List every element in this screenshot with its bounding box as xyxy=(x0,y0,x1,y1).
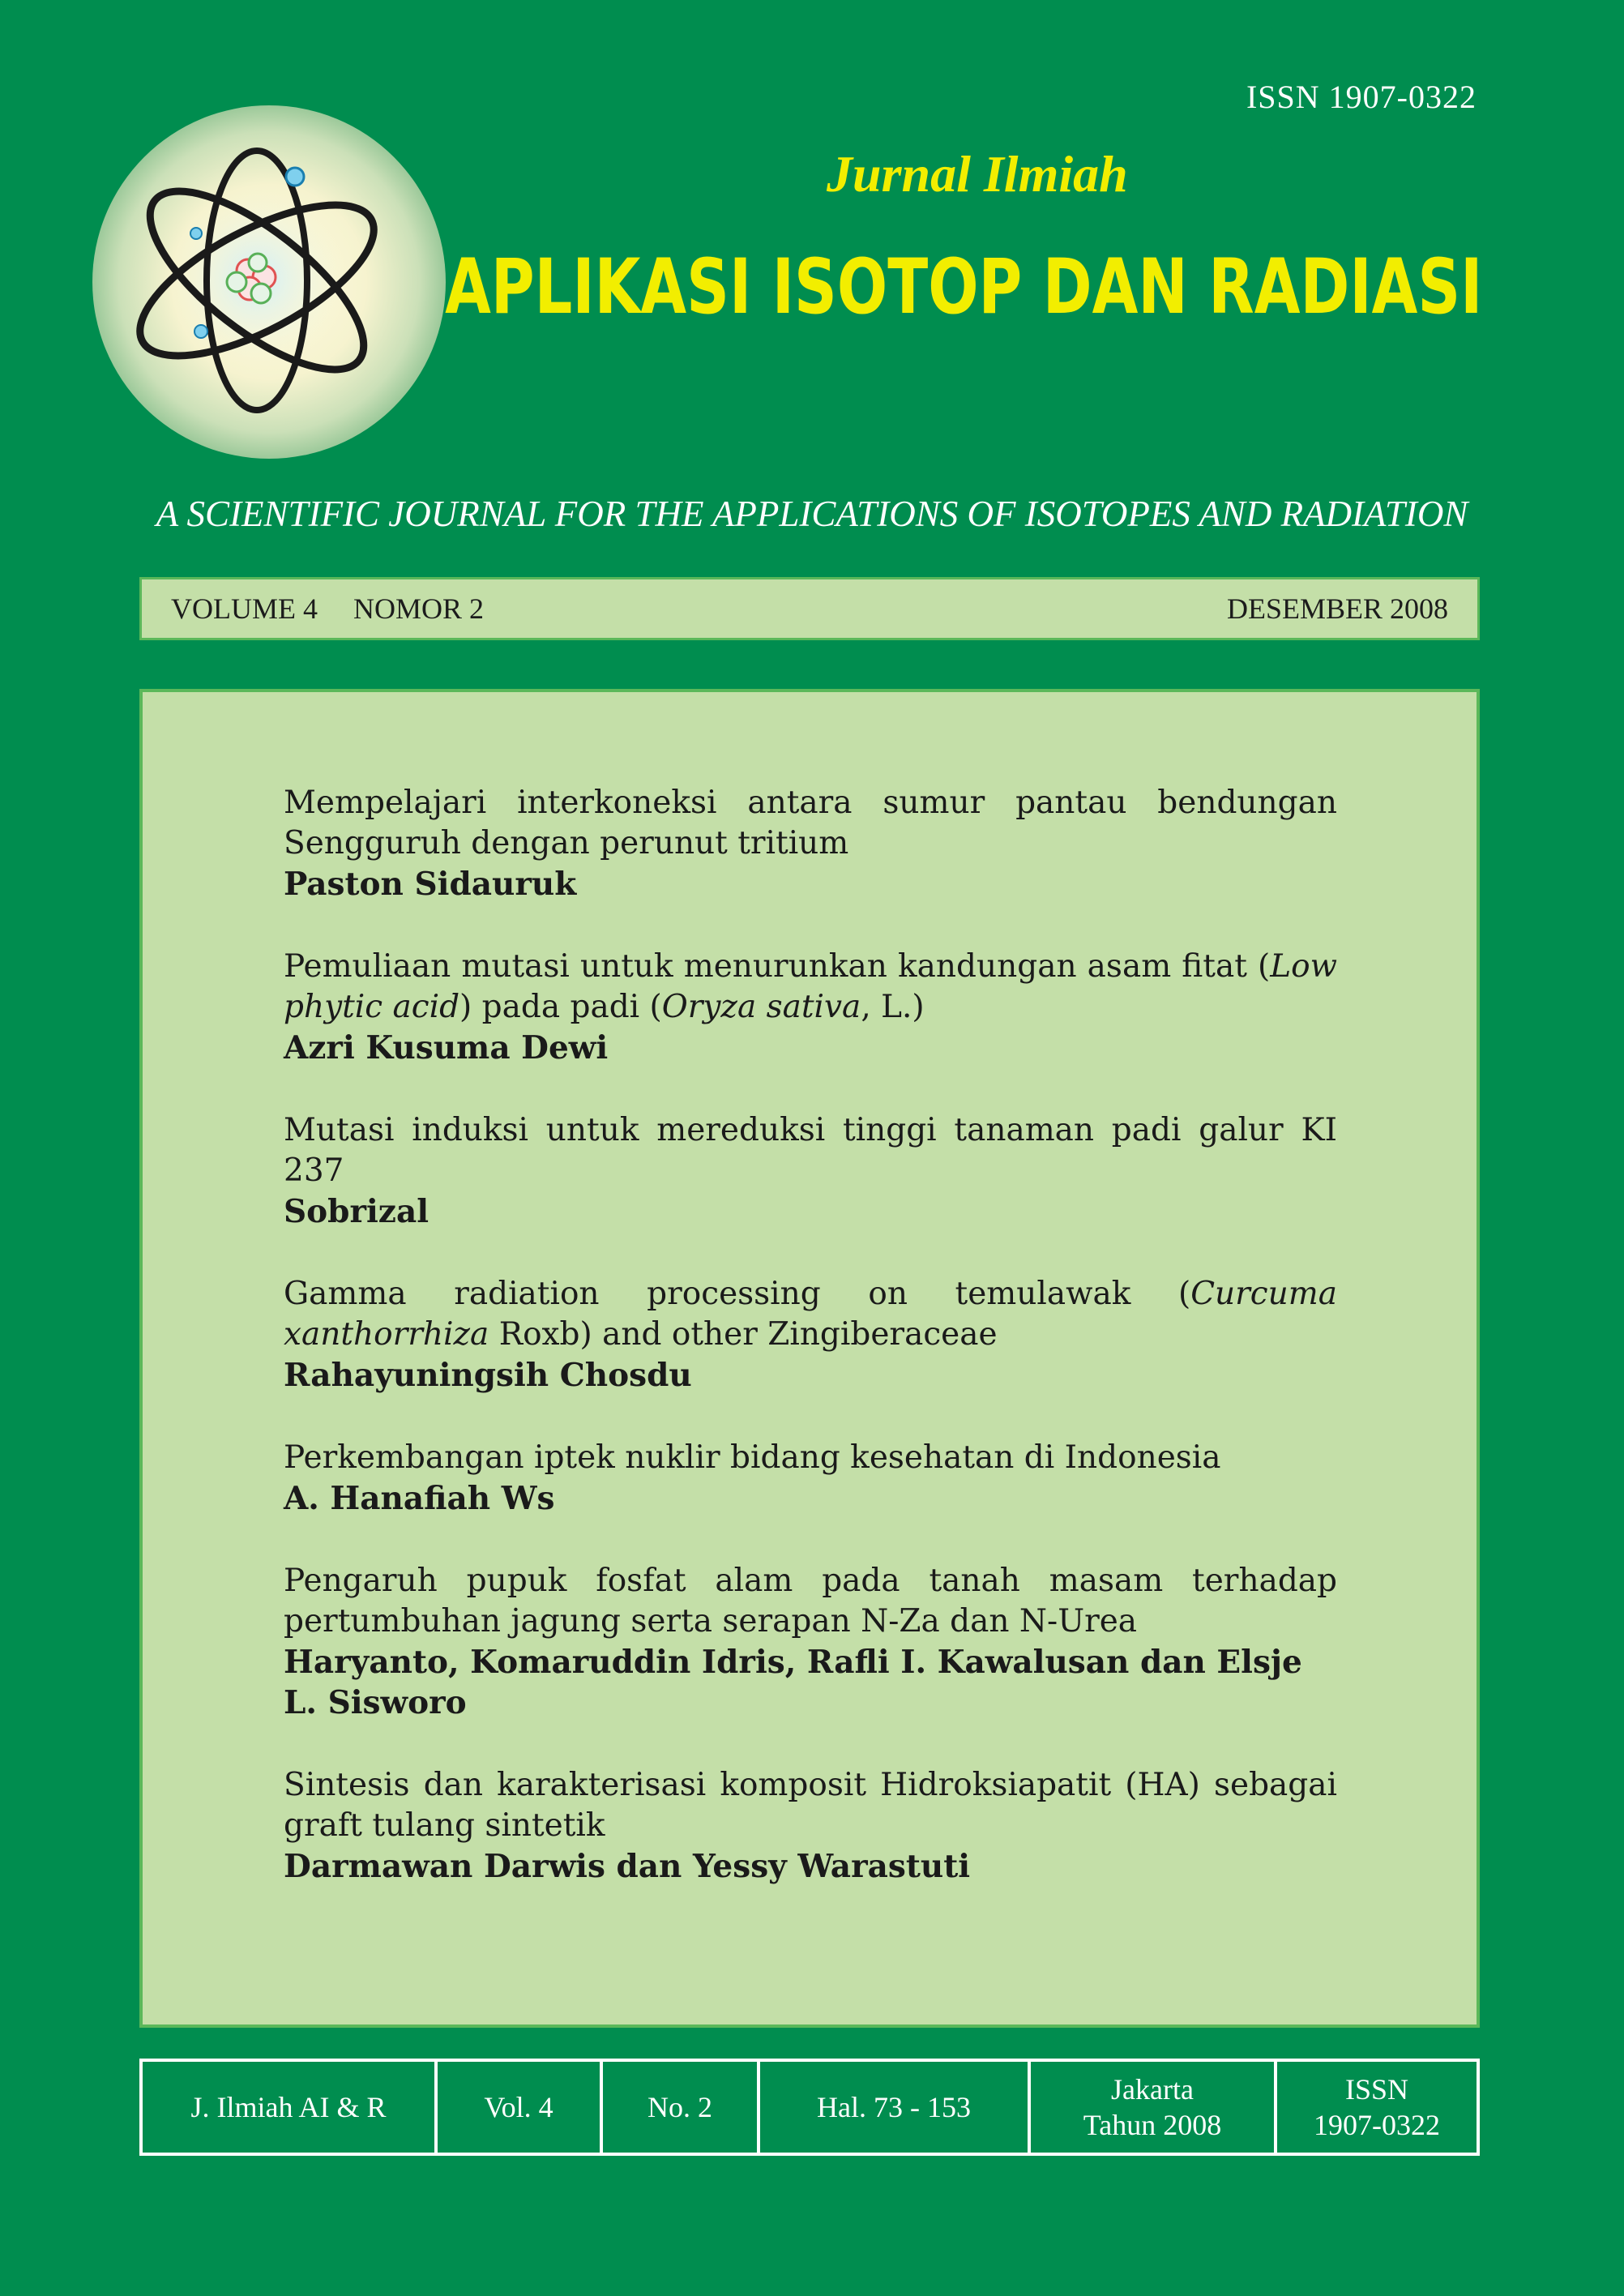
article-author: Paston Sidauruk xyxy=(284,866,577,903)
journal-title: APLIKASI ISOTOP DAN RADIASI xyxy=(444,243,1482,331)
article-3 xyxy=(284,1110,1337,1232)
citation-footer xyxy=(139,2059,1480,2156)
article-6 xyxy=(284,1561,1337,1723)
article-title: Mempelajari interkoneksi antara sumur pantau bendungan Sengguruh dengan perunut tritium xyxy=(284,785,1337,862)
footer-year: Tahun 2008 xyxy=(1083,2109,1222,2141)
article-title: Pengaruh pupuk fosfat alam pada tanah masam terhadap pertumbuhan jagung serta serapan N-Za dan N-Urea xyxy=(284,1563,1337,1640)
footer-issn-label: ISSN xyxy=(1344,2073,1409,2106)
article-7 xyxy=(284,1765,1337,1887)
article-4 xyxy=(284,1274,1337,1396)
article-title: Perkembangan iptek nuklir bidang kesehatan di Indonesia xyxy=(284,1439,1221,1476)
article-author: Haryanto, Komaruddin Idris, Rafli I. Kawalusan dan Elsje L. Sisworo xyxy=(284,1644,1302,1721)
footer-number: No. 2 xyxy=(601,2060,759,2154)
issue-bar xyxy=(139,577,1480,640)
issue-volume-number xyxy=(171,592,519,626)
journal-subtitle: Jurnal Ilmiah xyxy=(827,145,1128,203)
article-author: A. Hanafiah Ws xyxy=(284,1480,555,1517)
table-of-contents xyxy=(139,689,1480,2028)
footer-issn xyxy=(1276,2060,1478,2154)
article-title: Mutasi induksi untuk mereduksi tinggi tanaman padi galur KI 237 xyxy=(284,1112,1337,1189)
issue-volume: VOLUME 4 xyxy=(171,592,318,625)
article-author: Rahayuningsih Chosdu xyxy=(284,1357,692,1394)
issue-nomor: NOMOR 2 xyxy=(353,592,484,625)
article-author: Darmawan Darwis dan Yessy Warastuti xyxy=(284,1848,971,1885)
footer-journal: J. Ilmiah AI & R xyxy=(141,2060,436,2154)
footer-pages: Hal. 73 - 153 xyxy=(759,2060,1029,2154)
issue-date: DESEMBER 2008 xyxy=(1226,592,1448,625)
article-1 xyxy=(284,783,1337,904)
article-author: Sobrizal xyxy=(284,1193,430,1230)
footer-issn-number: 1907-0322 xyxy=(1314,2109,1440,2141)
issn-header: ISSN 1907-0322 xyxy=(1246,79,1477,115)
article-2 xyxy=(284,947,1337,1068)
article-author: Azri Kusuma Dewi xyxy=(284,1029,609,1067)
atom-logo-icon xyxy=(91,104,447,460)
footer-place: Jakarta xyxy=(1111,2073,1194,2106)
article-title: Gamma radiation processing on temulawak (Curcuma xanthorrhiza Roxb) and other Zingiberaceae xyxy=(284,1276,1337,1353)
article-title: Sintesis dan karakterisasi komposit Hidroksiapatit (HA) sebagai graft tulang sintetik xyxy=(284,1767,1337,1844)
journal-tagline: A SCIENTIFIC JOURNAL FOR THE APPLICATIONS OF ISOTOPES AND RADIATION xyxy=(156,494,1468,534)
footer-volume: Vol. 4 xyxy=(436,2060,601,2154)
article-5 xyxy=(284,1438,1337,1519)
footer-place-year xyxy=(1029,2060,1276,2154)
article-title: Pemuliaan mutasi untuk menurunkan kandungan asam fitat (Low phytic acid) pada padi (Oryza sativa, L.) xyxy=(284,948,1337,1025)
